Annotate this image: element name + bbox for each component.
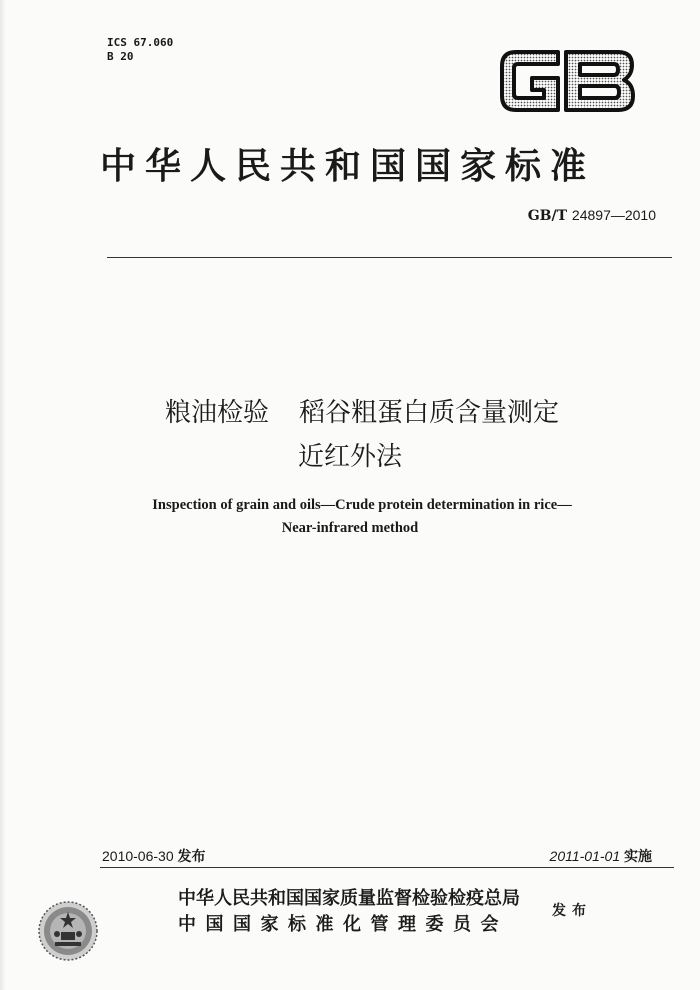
- release-label: 发布: [552, 903, 592, 919]
- implementation-label: 实施: [624, 848, 652, 864]
- standard-number: [528, 207, 656, 224]
- english-title-line-1: Inspection of grain and oils—Crude protein determination in rice—: [152, 497, 572, 513]
- national-emblem-seal: [37, 900, 99, 962]
- standard-code: 24897—2010: [571, 207, 656, 223]
- english-title-line-2: Near-infrared method: [281, 520, 419, 536]
- issue-label: 发布: [177, 848, 206, 864]
- header-divider: [107, 257, 672, 258]
- chinese-title-part-2: 稻谷粗蛋白质含量测定: [299, 398, 560, 428]
- classification-codes: [107, 36, 173, 64]
- ics-code: ICS 67.060: [107, 36, 174, 49]
- gb-logo: [496, 44, 638, 118]
- implementation-date: [550, 846, 652, 866]
- standard-prefix: GB/T: [527, 208, 568, 224]
- implementation-date-value: 2011-01-01: [549, 848, 621, 864]
- chinese-title-line-1: [0, 392, 700, 429]
- ccs-code: B 20: [107, 50, 134, 63]
- issuer-aqsiq: 中华人民共和国国家质量监督检验检疫总局: [178, 888, 520, 909]
- issuer-sac: 中国国家标准化管理委员会: [178, 914, 508, 935]
- national-standard-title: 中华人民共和国国家标准: [100, 145, 596, 187]
- issue-date-value: 2010-06-30: [102, 848, 174, 864]
- footer-divider: [100, 867, 674, 868]
- issue-date: [102, 846, 206, 866]
- chinese-title-part-1: 粮油检验: [164, 398, 269, 428]
- chinese-title-line-2: 近红外法: [297, 442, 402, 472]
